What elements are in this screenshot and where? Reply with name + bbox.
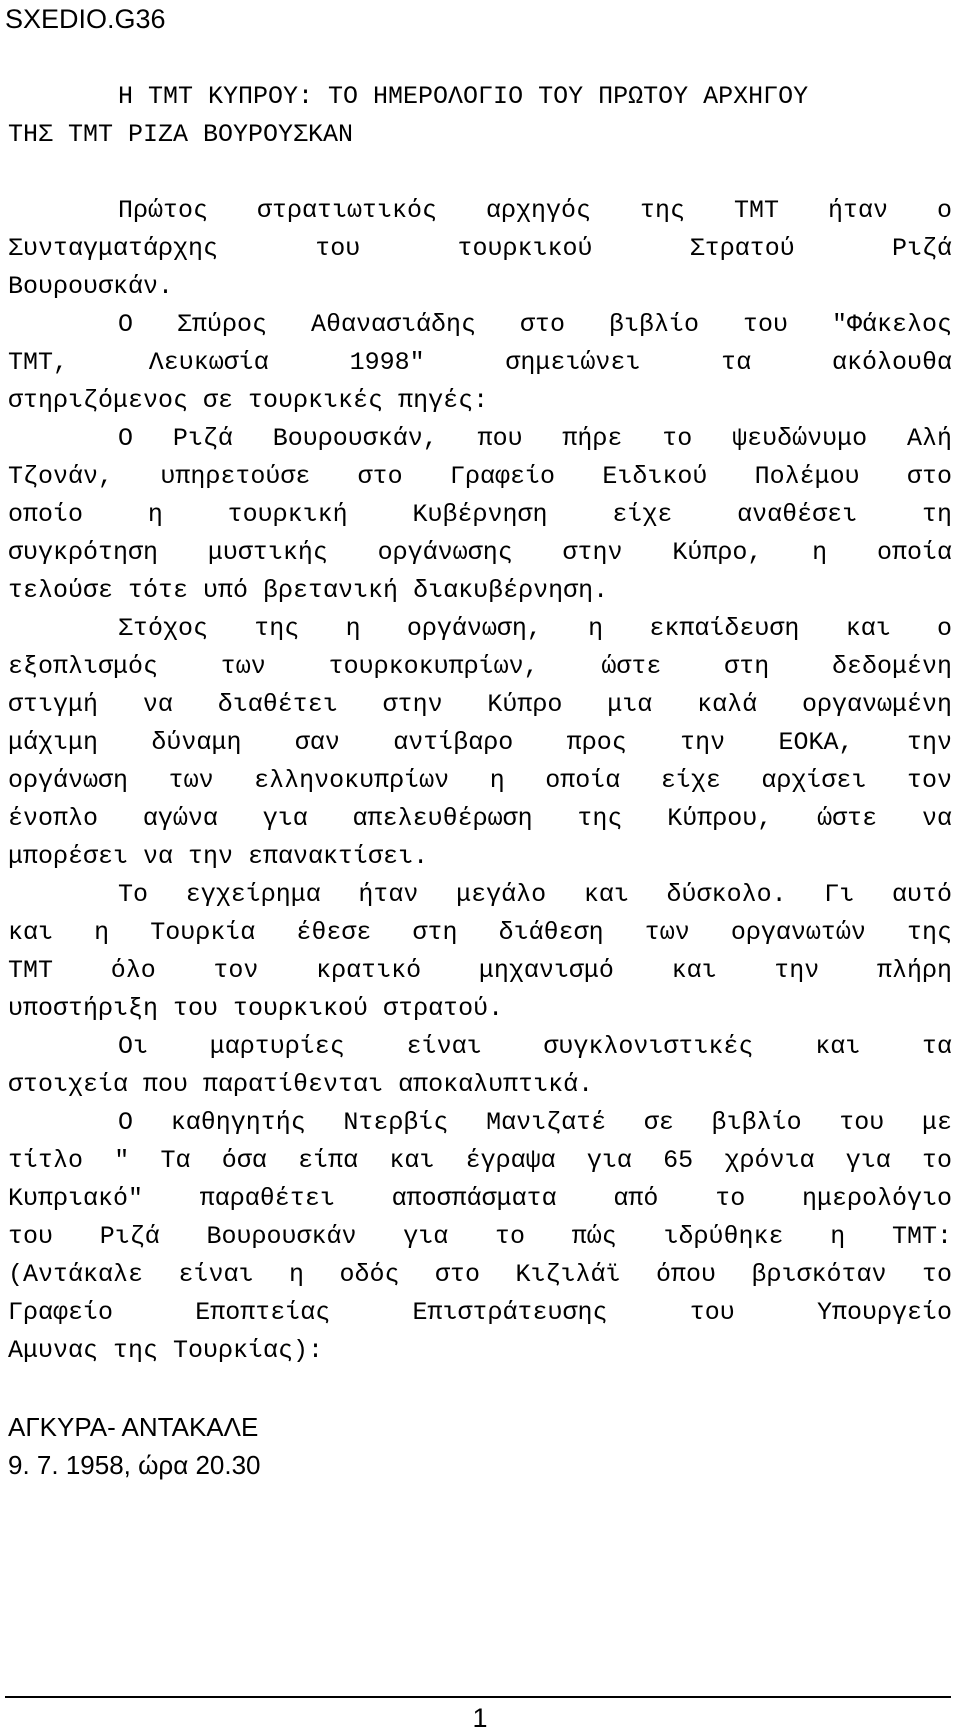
diary-date: 9. 7. 1958, ώρα 20.30 xyxy=(8,1450,261,1480)
title-line: ΤΗΣ ΤΜΤ ΡΙΖΑ ΒΟΥΡΟΥΣΚΑΝ xyxy=(8,120,354,149)
paragraph-line: Ο Ριζά Βουρουσκάν, που πήρε το ψευδώνυμο Αλή xyxy=(118,424,952,453)
paragraph-line: στοιχεία που παρατίθενται αποκαλυπτικά. xyxy=(8,1070,594,1099)
paragraph-line: στιγμή να διαθέτει στην Κύπρο μια καλά οργανωμένη xyxy=(8,690,952,719)
footer-divider xyxy=(5,1696,951,1698)
paragraph-line: στηριζόμενος σε τουρκικές πηγές: xyxy=(8,386,489,415)
paragraph-line: συγκρότηση μυστικής οργάνωσης στην Κύπρο, η οποία xyxy=(8,538,952,567)
paragraph-line: Το εγχείρημα ήταν μεγάλο και δύσκολο. Γι αυτό xyxy=(118,880,952,909)
paragraph-line: εξοπλισμός των τουρκοκυπρίων, ώστε στη δεδομένη xyxy=(8,652,952,681)
paragraph-line: Αμυνας της Τουρκίας): xyxy=(8,1336,324,1365)
paragraph-line: μπορέσει να την επανακτίσει. xyxy=(8,842,429,871)
paragraph-line: τελούσε τότε υπό βρετανική διακυβέρνηση. xyxy=(8,576,609,605)
diary-location: ΑΓΚΥΡΑ- ΑΝΤΑΚΑΛΕ xyxy=(8,1412,259,1442)
paragraph-line: Συνταγματάρχης του τουρκικού Στρατού Ριζά xyxy=(8,234,952,263)
paragraph-line: οργάνωση των ελληνοκυπρίων η οποία είχε αρχίσει τον xyxy=(8,766,952,795)
paragraph-line: Γραφείο Εποπτείας Επιστράτευσης του Υπουργείο xyxy=(8,1298,952,1327)
paragraph-line: του Ριζά Βουρουσκάν για το πώς ιδρύθηκε η ΤΜΤ: xyxy=(8,1222,952,1251)
paragraph-line: Πρώτος στρατιωτικός αρχηγός της ΤΜΤ ήταν ο xyxy=(118,196,952,225)
page-number: 1 xyxy=(472,1703,488,1733)
paragraph-line: (Αντάκαλε είναι η οδός στο Κιζιλάϊ όπου βρισκόταν το xyxy=(8,1260,952,1289)
paragraph-line: μάχιμη δύναμη σαν αντίβαρο προς την ΕΟΚΑ, την xyxy=(8,728,952,757)
paragraph-line: Ο Σπύρος Αθανασιάδης στο βιβλίο του "Φάκελος xyxy=(118,310,952,339)
paragraph-line: ΤΜΤ, Λευκωσία 1998" σημειώνει τα ακόλουθα xyxy=(8,348,952,377)
paragraph-line: Βουρουσκάν. xyxy=(8,272,174,301)
paragraph-line: Τζονάν, υπηρετούσε στο Γραφείο Ειδικού Πολέμου στο xyxy=(8,462,952,491)
paragraph-line: Ο καθηγητής Ντερβίς Μανιζατέ σε βιβλίο του με xyxy=(118,1108,952,1137)
paragraph-line: ΤΜΤ όλο τον κρατικό μηχανισμό και την πλήρη xyxy=(8,956,952,985)
paragraph-line: τίτλο " Τα όσα είπα και έγραψα για 65 χρόνια για το xyxy=(8,1146,952,1175)
paragraph-line: υποστήριξη του τουρκικού στρατού. xyxy=(8,994,504,1023)
paragraph-gap xyxy=(8,1370,952,1408)
title-line: Η ΤΜΤ ΚΥΠΡΟΥ: ΤΟ ΗΜΕΡΟΛΟΓΙΟ ΤΟΥ ΠΡΩΤΟΥ ΑΡΧΗΓΟΥ xyxy=(118,82,809,111)
paragraph-line: και η Τουρκία έθεσε στη διάθεση των οργανωτών της xyxy=(8,918,952,947)
paragraph-line: οποίο η τουρκική Κυβέρνηση είχε αναθέσει τη xyxy=(8,500,952,529)
paragraph-line: Οι μαρτυρίες είναι συγκλονιστικές και τα xyxy=(118,1032,952,1061)
paragraph-gap xyxy=(8,154,952,192)
document-code: SXEDIO.G36 xyxy=(5,4,166,34)
paragraph-line: Κυπριακό" παραθέτει αποσπάσματα από το ημερολόγιο xyxy=(8,1184,952,1213)
paragraph-line: Στόχος της η οργάνωση, η εκπαίδευση και ο xyxy=(118,614,952,643)
paragraph-line: ένοπλο αγώνα για απελευθέρωση της Κύπρου, ώστε να xyxy=(8,804,952,833)
document-body xyxy=(8,78,952,1484)
